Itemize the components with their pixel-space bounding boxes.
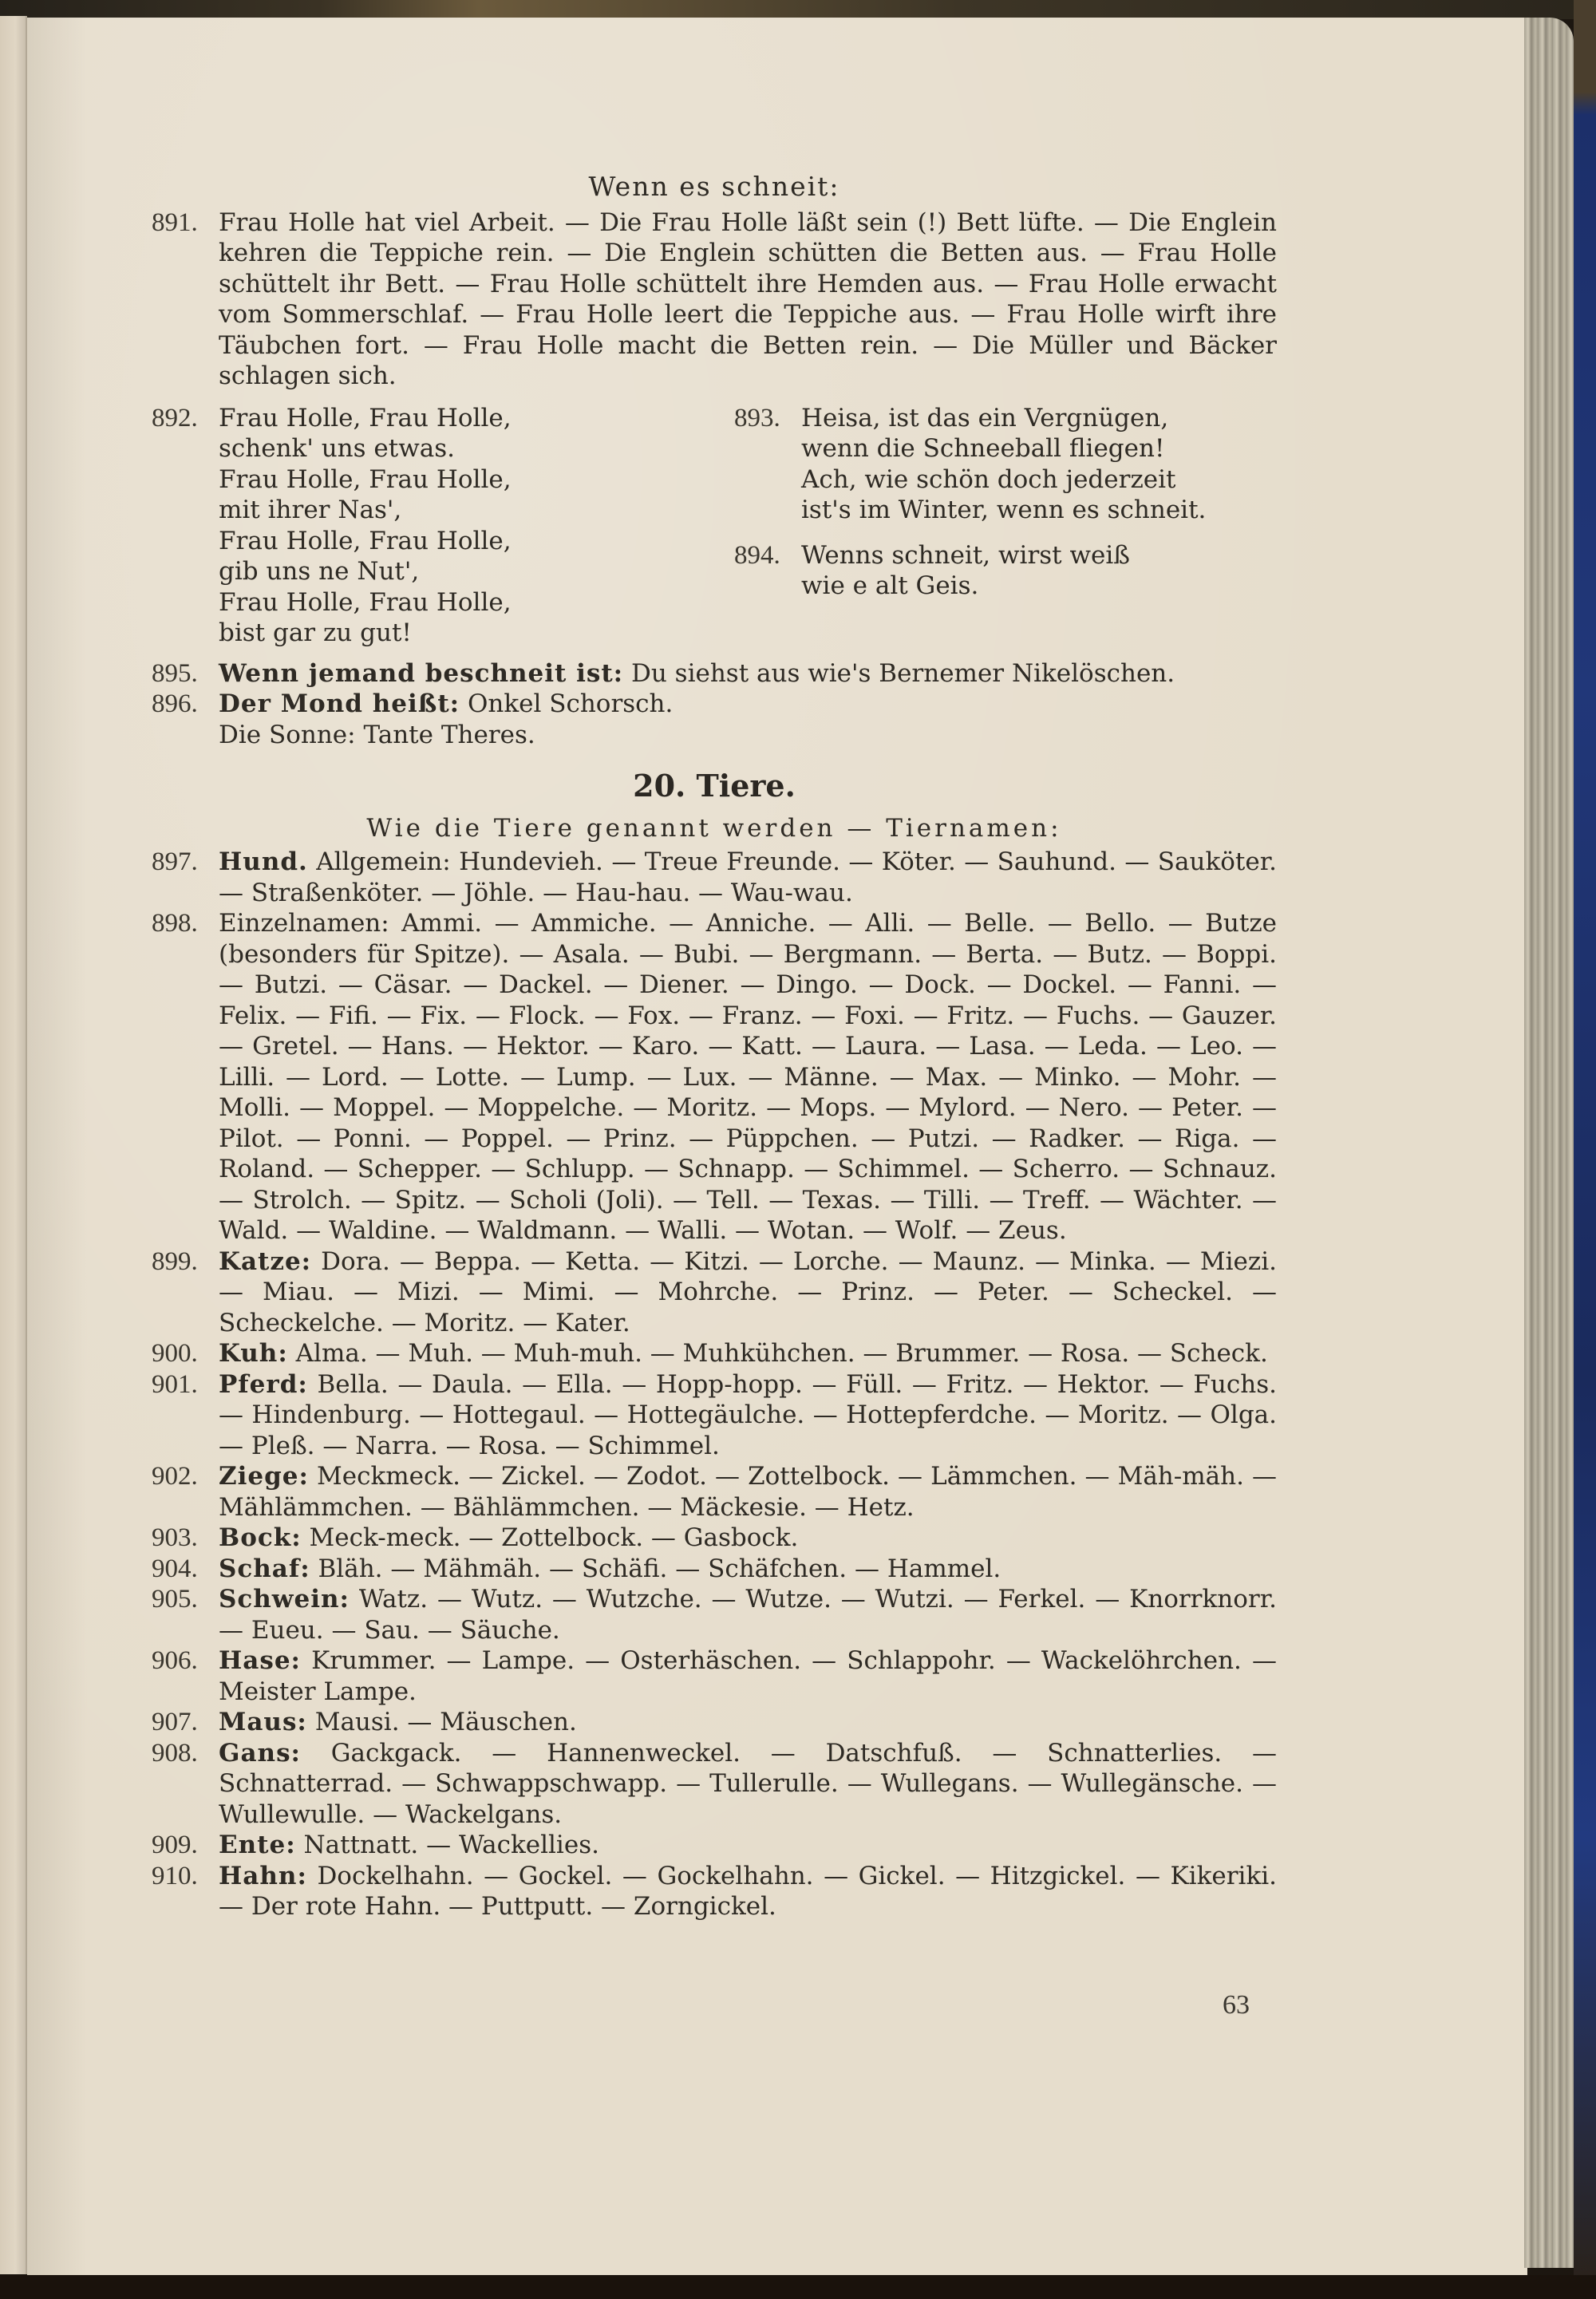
list-item — [152, 908, 1277, 1246]
list-item — [152, 1554, 1277, 1585]
entry-text: Krummer. — Lampe. — Osterhäschen. — Schlappohr. — Wackelöhrchen. — Meister Lampe. — [219, 1646, 1277, 1706]
list-item — [152, 1461, 1277, 1523]
poem-line: ist's im Winter, wenn es schneit. — [801, 496, 1207, 524]
entry-number: 901. — [152, 1369, 198, 1399]
book-cover — [1574, 0, 1596, 2299]
entry-text: Einzelnamen: Ammi. — Ammiche. — Anniche. — Alli. — Belle. — Bello. — Butze (besonders für Spitze). — Asala. — Bubi. — Bergmann. — Berta. — Butz. — Boppi. — Butzi. — Cäsar. — Dackel. — Diener. — Dingo. — Dock. — Dockel. — Fanni. — Felix. — Fifi. — Fix. — Flock. — Fox. — Franz. — Foxi. — Fritz. — Fuchs. — Gauzer. — Gretel. — Hans. — Hektor. — Karo. — Katt. — Laura. — Lasa. — Leda. — Leo. — Lilli. — Lord. — Lotte. — Lump. — Lux. — Männe. — Max. — Minko. — Mohr. — Molli. — Moppel. — Moppelche. — Moritz. — Mops. — Mylord. — Nero. — Peter. — Pilot. — Ponni. — Poppel. — Prinz. — Püppchen. — Putzi. — Radker. — Riga. — Roland. — Schepper. — Schlupp. — Schnapp. — Schimmel. — Scherro. — Schnauz. — Strolch. — Spitz. — Scholi (Joli). — Tell. — Texas. — Tilli. — Treff. — Wächter. — Wald. — Waldine. — Waldmann. — Walli. — Wotan. — Wolf. — Zeus. — [219, 909, 1277, 1245]
list-item — [152, 1645, 1277, 1707]
entry-number: 899. — [152, 1246, 198, 1276]
list-item — [152, 847, 1277, 908]
poem-lines — [219, 403, 734, 649]
entry-number: 900. — [152, 1339, 198, 1368]
entry-number: 893. — [734, 403, 780, 433]
entry-lead: Wenn jemand beschneit ist: — [219, 658, 624, 688]
entry-891 — [152, 207, 1277, 392]
entry-lead: Hase: — [219, 1646, 301, 1675]
poem-line: schenk' uns etwas. — [219, 434, 455, 463]
section-heading-snow: Wenn es schneit: — [588, 171, 840, 202]
poem-line: Frau Holle, Frau Holle, — [219, 587, 512, 617]
entry-number: 908. — [152, 1738, 198, 1768]
poem-line: Wenns schneit, wirst weiß — [801, 540, 1130, 570]
page-stack-edge — [1524, 18, 1574, 2268]
page-number: 63 — [1223, 1990, 1250, 2020]
list-item — [152, 1584, 1277, 1645]
list-item — [152, 1738, 1277, 1831]
poem-lines — [801, 403, 1277, 526]
facing-page-edge — [0, 16, 27, 2274]
entry-lead: Katze: — [219, 1246, 312, 1276]
poem-line: wenn die Schneeball fliegen! — [801, 434, 1165, 463]
entry-text: Du siehst aus wie's Bernemer Nikelöschen. — [630, 658, 1175, 688]
entry-number: 891. — [152, 207, 198, 237]
entry-lead: Hahn: — [219, 1861, 307, 1890]
list-item — [152, 1830, 1277, 1861]
list-item — [152, 1338, 1277, 1369]
poem-line: Heisa, ist das ein Vergnügen, — [801, 403, 1169, 433]
entry-text: Meckmeck. — Zickel. — Zodot. — Zottelbock. — Lämmchen. — Mäh-mäh. — Mählämmchen. — Bählämmchen. — Mäckesie. — Hetz. — [219, 1462, 1277, 1522]
entry-lead: Maus: — [219, 1708, 307, 1736]
entry-number: 910. — [152, 1861, 198, 1890]
entry-number: 897. — [152, 847, 198, 876]
entry-text: Dora. — Beppa. — Ketta. — Kitzi. — Lorche. — Maunz. — Minka. — Miezi. — Miau. — Mizi. — Mimi. — Mohrche. — Prinz. — Peter. — Scheckel. — Scheckelche. — Moritz. — Kater. — [219, 1246, 1277, 1337]
entry-lead: Bock: — [219, 1523, 302, 1552]
book-top-edge — [0, 0, 1596, 19]
list-item — [152, 1861, 1277, 1922]
poems-right-column — [734, 403, 1277, 649]
entry-text: Meck-meck. — Zottelbock. — Gasbock. — [301, 1523, 799, 1552]
entry-lead: Gans: — [219, 1738, 301, 1768]
entry-number: 904. — [152, 1554, 198, 1583]
entry-text: Watz. — Wutz. — Wutzche. — Wutze. — Wutzi. — Ferkel. — Knorrknorr. — Eueu. — Sau. — Säuche. — [219, 1585, 1277, 1645]
entry-text: Dockelhahn. — Gockel. — Gockelhahn. — Gickel. — Hitzgickel. — Kikeriki. — Der rote Hahn. — Puttputt. — Zorngickel. — [219, 1861, 1277, 1921]
entry-lead: Ziege: — [219, 1462, 309, 1491]
entry-number: 905. — [152, 1585, 198, 1614]
entry-lead: Der Mond heißt: — [219, 689, 460, 718]
poem-894 — [734, 540, 1277, 602]
poems-block — [152, 403, 1277, 649]
entry-lead: Schaf: — [219, 1554, 310, 1583]
list-item — [152, 1369, 1277, 1462]
entry-895 — [152, 658, 1277, 689]
entry-text: Bläh. — Mähmäh. — Schäfi. — Schäfchen. — Hammel. — [310, 1554, 1001, 1583]
animal-entries-list — [152, 847, 1277, 1922]
entry-number: 909. — [152, 1831, 198, 1859]
poem-lines — [801, 540, 1277, 602]
entry-text: Frau Holle hat viel Arbeit. — Die Frau Holle läßt sein (!) Bett lüfte. — Die Englein kehren die Teppiche rein. — Die Englein schütten die Betten aus. — Frau Holle schüttelt ihr Bett. — Frau Holle schüttelt ihre Hemden aus. — Frau Holle erwacht vom Sommerschlaf. — Frau Holle leert die Teppiche aus. — Frau Holle wirft ihre Täubchen fort. — Frau Holle macht die Betten rein. — Die Müller und Bäcker schlagen sich. — [219, 207, 1277, 390]
page-content — [152, 172, 1277, 1922]
entry-number: 895. — [152, 658, 198, 688]
poem-line: Frau Holle, Frau Holle, — [219, 464, 512, 494]
entry-number: 892. — [152, 403, 198, 433]
entry-lead: Kuh: — [219, 1339, 288, 1368]
entry-number: 906. — [152, 1646, 198, 1675]
entry-number: 902. — [152, 1462, 198, 1491]
entry-lead: Schwein: — [219, 1585, 350, 1614]
entry-lead: Pferd: — [219, 1369, 308, 1399]
entry-number: 894. — [734, 540, 780, 570]
entry-896 — [152, 689, 1277, 750]
book-bottom-edge — [0, 2275, 1596, 2299]
poem-line: bist gar zu gut! — [219, 618, 412, 647]
list-item — [152, 1707, 1277, 1738]
entry-number: 898. — [152, 909, 198, 938]
poem-892 — [152, 403, 734, 649]
entry-number: 896. — [152, 689, 198, 718]
poem-line: Frau Holle, Frau Holle, — [219, 526, 512, 555]
chapter-title: 20. Tiere. — [633, 768, 796, 804]
poem-line: mit ihrer Nas', — [219, 496, 402, 524]
poem-line: gib uns ne Nut', — [219, 557, 420, 586]
entry-number: 903. — [152, 1523, 198, 1552]
entry-text: Bella. — Daula. — Ella. — Hopp-hopp. — Füll. — Fritz. — Hektor. — Fuchs. — Hindenburg. — Hottegaul. — Hottegäulche. — Hottepferdche. — Moritz. — Olga. — Pleß. — Narra. — Rosa. — Schimmel. — [219, 1369, 1277, 1460]
list-item — [152, 1246, 1277, 1339]
entry-lead: Ente: — [219, 1831, 296, 1859]
chapter-subtitle: Wie die Tiere genannt werden — Tiernamen: — [366, 813, 1062, 843]
entry-text: Nattnatt. — Wackellies. — [295, 1831, 599, 1859]
poem-line: wie e alt Geis. — [801, 571, 979, 600]
entry-text: Gackgack. — Hannenweckel. — Datschfuß. — Schnatterlies. — Schnatterrad. — Schwappschwapp. — Tullerulle. — Wullegans. — Wullegänsche. — Wullewulle. — Wackelgans. — [219, 1738, 1277, 1829]
list-item — [152, 1523, 1277, 1554]
entry-text: Alma. — Muh. — Muh-muh. — Muhkühchen. — Brummer. — Rosa. — Scheck. — [287, 1339, 1268, 1368]
entry-lead: Hund. — [219, 847, 308, 876]
entry-text-line2: Die Sonne: Tante Theres. — [219, 720, 535, 749]
poem-line: Frau Holle, Frau Holle, — [219, 403, 512, 433]
entry-text: Onkel Schorsch. — [467, 689, 674, 718]
entry-text: Allgemein: Hundevieh. — Treue Freunde. — Köter. — Sauhund. — Sauköter. — Straßenköter. — Jöhle. — Hau-hau. — Wau-wau. — [219, 847, 1277, 907]
entry-number: 907. — [152, 1708, 198, 1736]
entry-text: Mausi. — Mäuschen. — [306, 1708, 577, 1736]
poem-893 — [734, 403, 1277, 526]
poem-line: Ach, wie schön doch jederzeit — [801, 464, 1176, 494]
